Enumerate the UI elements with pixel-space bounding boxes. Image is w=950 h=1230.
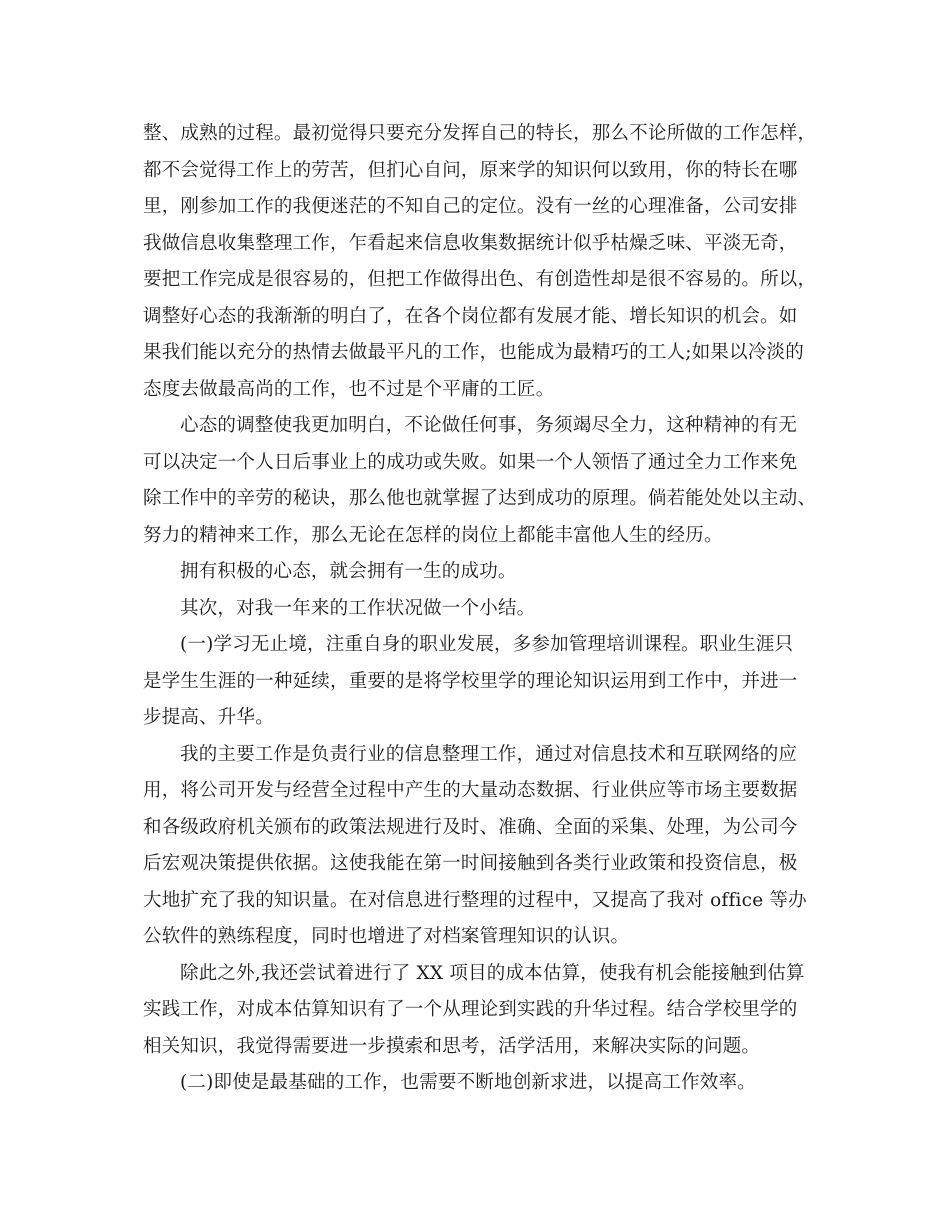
paragraph-first-line: 除此之外,我还尝试着进行了 XX 项目的成本估算，使我有机会能接触到估算 bbox=[180, 962, 805, 984]
text-line: 整、成熟的过程。最初觉得只要充分发挥自己的特长，那么不论所做的工作怎样， bbox=[143, 123, 817, 144]
text-line: 里，刚参加工作的我便迷茫的不知自己的定位。没有一丝的心理准备，公司安排 bbox=[143, 196, 798, 217]
text-line: 公软件的熟练程度，同时也增进了对档案管理知识的认识。 bbox=[143, 926, 630, 947]
paragraph-first-line: 拥有积极的心态，就会拥有一生的成功。 bbox=[180, 561, 517, 582]
text-line: 除工作中的辛劳的秘诀，那么他也就掌握了达到成功的原理。倘若能处处以主动、 bbox=[143, 488, 817, 509]
text-line: 是学生生涯的一种延续，重要的是将学校里学的理论知识运用到工作中，并进一 bbox=[143, 670, 798, 692]
paragraph-first-line: (一)学习无止境，注重自身的职业发展，多参加管理培训课程。职业生涯只 bbox=[180, 634, 794, 655]
text-line: 相关知识，我觉得需要进一步摸索和思考，活学活用，来解决实际的问题。 bbox=[143, 1035, 761, 1057]
paragraph-first-line: 其次，对我一年来的工作状况做一个小结。 bbox=[180, 597, 536, 619]
paragraph-first-line: 心态的调整使我更加明白，不论做任何事，务须竭尽全力，这种精神的有无 bbox=[180, 415, 798, 436]
paragraph-first-line: 我的主要工作是负责行业的信息整理工作，通过对信息技术和互联网络的应 bbox=[180, 743, 798, 765]
text-line: 可以决定一个人日后事业上的成功或失败。如果一个人领悟了通过全力工作来免 bbox=[143, 451, 798, 473]
text-line: 调整好心态的我渐渐的明白了，在各个岗位都有发展才能、增长知识的机会。如 bbox=[143, 305, 798, 327]
text-line: 努力的精神来工作，那么无论在怎样的岗位上都能丰富他人生的经历。 bbox=[143, 524, 723, 546]
text-line: 步提高、升华。 bbox=[143, 707, 274, 728]
text-line: 都不会觉得工作上的劳苦，但扪心自问，原来学的知识何以致用，你的特长在哪 bbox=[143, 159, 798, 181]
paragraph-first-line: (二)即使是最基础的工作，也需要不断地创新求进，以提高工作效率。 bbox=[180, 1072, 756, 1093]
text-line: 和各级政府机关颁布的政策法规进行及时、准确、全面的采集、处理，为公司今 bbox=[143, 816, 798, 838]
text-line: 要把工作完成是很容易的，但把工作做得出色、有创造性却是很不容易的。所以， bbox=[143, 269, 817, 290]
text-line: 用，将公司开发与经营全过程中产生的大量动态数据、行业供应等市场主要数据 bbox=[143, 780, 798, 801]
text-line: 大地扩充了我的知识量。在对信息进行整理的过程中，又提高了我对 office 等办 bbox=[143, 889, 807, 911]
text-line: 态度去做最高尚的工作，也不过是个平庸的工匠。 bbox=[143, 378, 555, 400]
document-body bbox=[143, 116, 815, 1102]
text-line: 果我们能以充分的热情去做最平凡的工作，也能成为最精巧的工人;如果以冷淡的 bbox=[143, 342, 804, 363]
text-line: 后宏观决策提供依据。这使我能在第一时间接触到各类行业政策和投资信息，极 bbox=[143, 853, 798, 874]
text-line: 实践工作，对成本估算知识有了一个从理论到实践的升华过程。结合学校里学的 bbox=[143, 999, 798, 1020]
text-line: 我做信息收集整理工作，乍看起来信息收集数据统计似乎枯燥乏味、平淡无奇， bbox=[143, 232, 798, 254]
